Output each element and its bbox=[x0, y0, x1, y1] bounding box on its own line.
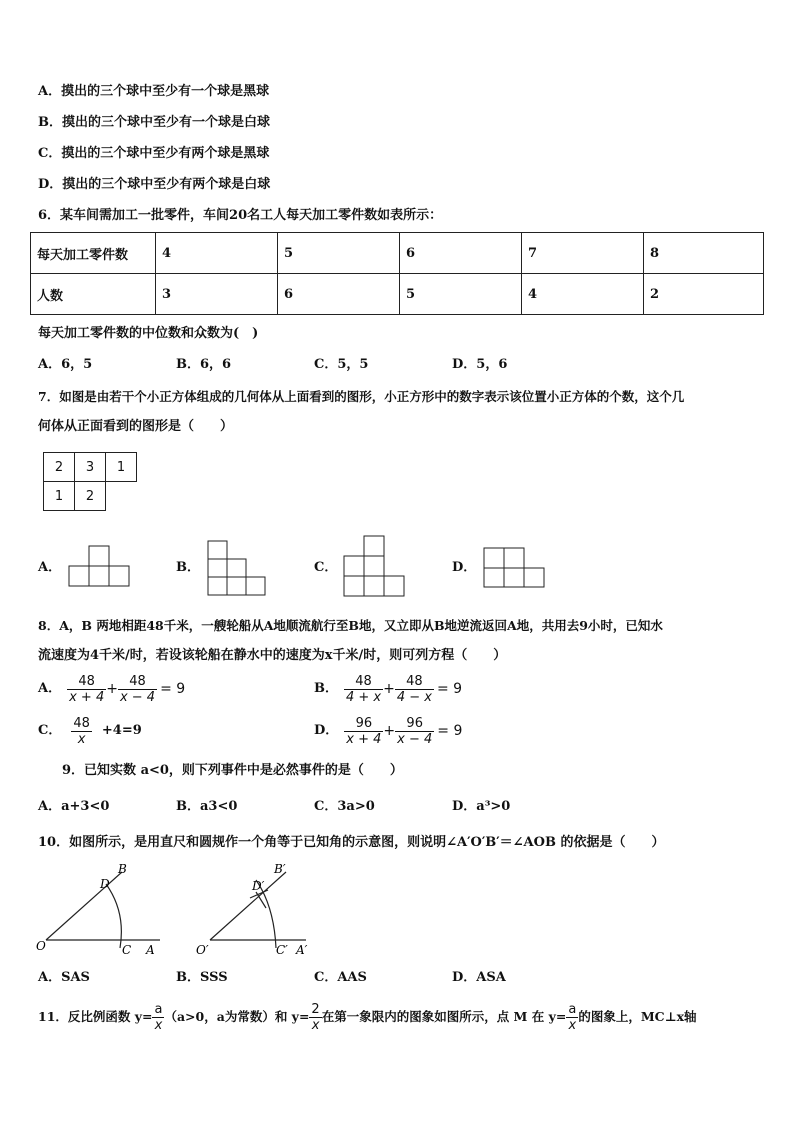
q5-option-c: C．摸出的三个球中至少有两个球是黑球 bbox=[38, 146, 270, 161]
q7-option-c-label: C． bbox=[314, 560, 338, 575]
label-o: O bbox=[36, 939, 46, 953]
table-cell: 8 bbox=[644, 233, 764, 274]
grid-cell: 1 bbox=[43, 481, 75, 511]
q5-option-a: A．摸出的三个球中至少有一个球是黑球 bbox=[38, 84, 270, 99]
q6-option-d: D．5，6 bbox=[452, 357, 508, 372]
q5-option-d: D．摸出的三个球中至少有两个球是白球 bbox=[38, 177, 271, 192]
q7-option-d-label: D． bbox=[452, 560, 477, 575]
label-d: D bbox=[100, 877, 110, 891]
table-cell: 人数 bbox=[31, 274, 156, 315]
q10-figure-original-angle bbox=[34, 858, 164, 962]
table-cell: 6 bbox=[400, 233, 522, 274]
table-cell: 2 bbox=[644, 274, 764, 315]
label-c-prime: C′ bbox=[276, 943, 288, 957]
q7-stem-1: 7．如图是由若干个小正方体组成的几何体从上面看到的图形，小正方形中的数字表示该位置小正方体的个数，这个几 bbox=[38, 389, 685, 404]
label-d-prime: D′ bbox=[252, 879, 265, 893]
label-o-prime: O′ bbox=[196, 943, 209, 957]
table-row bbox=[31, 233, 764, 274]
table-cell: 6 bbox=[278, 274, 400, 315]
q7-stem-2: 何体从正面看到的图形是（ ） bbox=[38, 419, 234, 434]
grid-cell: 3 bbox=[74, 452, 106, 482]
q6-option-a: A．6，5 bbox=[38, 357, 93, 372]
q10-stem: 10．如图所示，是用直尺和圆规作一个角等于已知角的示意图，则说明∠A′O′B′＝∠AOB 的依据是（ ） bbox=[38, 835, 665, 850]
label-b-prime: B′ bbox=[274, 862, 286, 876]
table-cell: 5 bbox=[278, 233, 400, 274]
q8-option-d: D． $\frac{96}{x + 4}$ + $\frac{96}{x - 4}$ = 9 bbox=[314, 715, 463, 747]
label-a-prime: A′ bbox=[296, 943, 308, 957]
q8-stem-1: 8．A，B 两地相距48千米，一艘轮船从A地顺流航行至B地，又立即从B地逆流返回A地，共用去9小时，已知水 bbox=[38, 618, 663, 633]
table-row bbox=[31, 274, 764, 315]
q7-option-d-figure bbox=[481, 545, 547, 589]
q6-table bbox=[30, 232, 764, 315]
q9-option-b: B．a3<0 bbox=[176, 799, 238, 814]
q8-option-a: A． $\frac{48}{x + 4}$ + $\frac{48}{x - 4}$ = 9 bbox=[38, 673, 186, 705]
q7-option-a-figure bbox=[66, 544, 132, 588]
grid-cell: 2 bbox=[74, 481, 106, 511]
q10-option-d: D．ASA bbox=[452, 970, 506, 985]
q9-stem: 9．已知实数 a<0，则下列事件中是必然事件的是（ ） bbox=[62, 763, 403, 778]
q8-option-c: C． $\frac{48}{x}$ +4=9 bbox=[38, 715, 142, 747]
table-cell: 4 bbox=[522, 274, 644, 315]
q6-option-c: C．5，5 bbox=[314, 357, 369, 372]
q7-option-b-figure bbox=[205, 538, 269, 598]
table-cell: 每天加工零件数 bbox=[31, 233, 156, 274]
q10-option-b: B．SSS bbox=[176, 970, 228, 985]
q6-stem: 6．某车间需加工一批零件，车间20名工人每天加工零件数如表所示： bbox=[38, 208, 443, 223]
q9-option-d: D．a³>0 bbox=[452, 799, 511, 814]
q8-option-b: B． $\frac{48}{4 + x}$ + $\frac{48}{4 - x}$ = 9 bbox=[314, 673, 463, 705]
label-c: C bbox=[122, 943, 132, 957]
q6-question: 每天加工零件数的中位数和众数为( ) bbox=[38, 326, 259, 341]
table-cell: 5 bbox=[400, 274, 522, 315]
grid-cell: 2 bbox=[43, 452, 75, 482]
q7-option-a-label: A． bbox=[38, 560, 62, 575]
table-cell: 4 bbox=[156, 233, 278, 274]
q10-option-a: A．SAS bbox=[38, 970, 90, 985]
label-a: A bbox=[146, 943, 155, 957]
q9-option-a: A．a+3<0 bbox=[38, 799, 110, 814]
grid-cell: 1 bbox=[105, 452, 137, 482]
q8-stem-2: 流速度为4千米/时，若设该轮船在静水中的速度为x千米/时，则可列方程（ ） bbox=[38, 648, 507, 663]
q6-option-b: B．6，6 bbox=[176, 357, 232, 372]
q11-stem: 11．反比例函数 y= $\frac{a}{x}$ （a>0，a为常数）和 y= $\frac{2}{x}$ 在第一象限内的图象如图所示，点 M 在 y= $\frac{a}{x}$ 的图象上，MC⊥x轴 bbox=[38, 1001, 697, 1033]
label-b: B bbox=[118, 862, 127, 876]
q10-figure-copied-angle bbox=[194, 858, 324, 962]
table-cell: 3 bbox=[156, 274, 278, 315]
q7-option-b-label: B． bbox=[176, 560, 200, 575]
table-cell: 7 bbox=[522, 233, 644, 274]
q5-option-b: B．摸出的三个球中至少有一个球是白球 bbox=[38, 115, 271, 130]
q10-option-c: C．AAS bbox=[314, 970, 367, 985]
q9-option-c: C．3a>0 bbox=[314, 799, 375, 814]
q7-option-c-figure bbox=[342, 534, 410, 600]
